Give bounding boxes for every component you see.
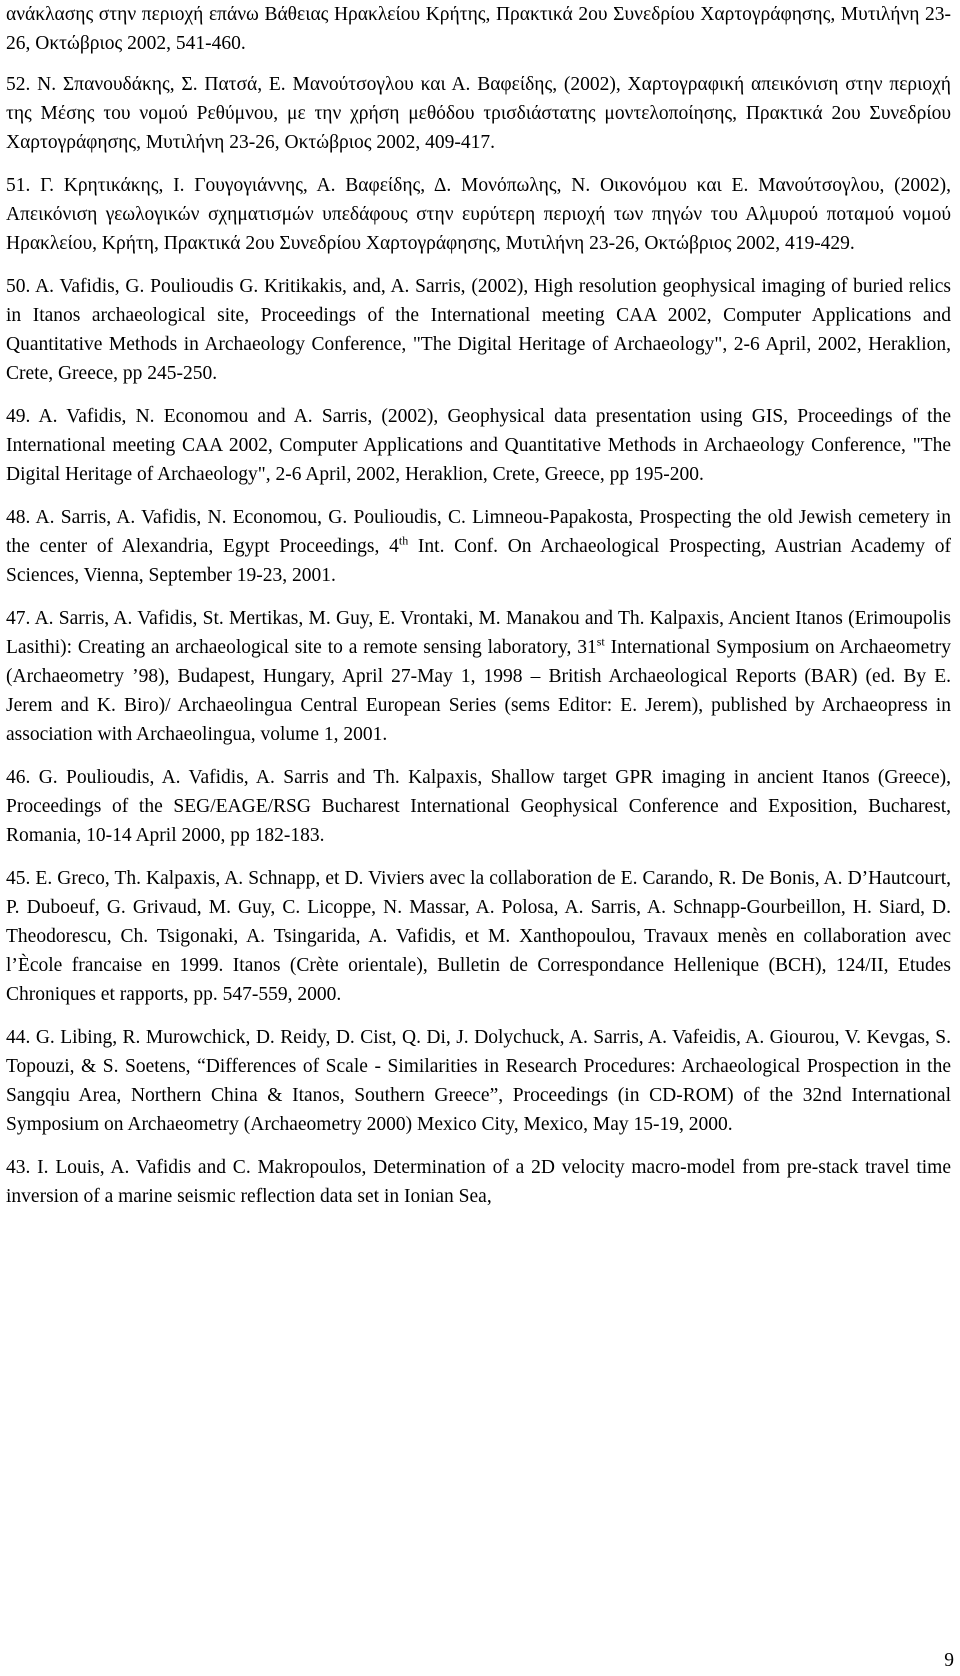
reference-text: 49. A. Vafidis, N. Economou and A. Sarris, (2002), Geophysical data presentation using GIS, Proceedings of the International meeting CAA 2002, Computer Applications and Quantitative Methods in Archaeology Conference, "The Digital Heritage of Archaeology", 2-6 April, 2002, Heraklion, Crete, Greece, pp 195-200. (6, 406, 951, 485)
reference-text: International Symposium on Archaeometry (Archaeometry ’98), Budapest, Hungary, April 27-May 1, 1998 – British Archaeological Reports (BAR) (ed. By E. Jerem and K. Biro)/ Archaeolingua Central European Series (sems Editor: E. Jerem), published by Archaeopress in association with Archaeolingua, volume 1, 2001. (6, 637, 951, 745)
reference-item-52 (6, 70, 951, 157)
reference-item-49 (6, 402, 951, 489)
reference-list (6, 0, 951, 1225)
reference-text: 47. A. Sarris, A. Vafidis, St. Mertikas, M. Guy, E. Vrontaki, M. Manakou and Th. Kalpaxis, Ancient Itanos (Erimoupolis Lasithi): Creating an archaeological site to a remote sensing laboratory, 31 (6, 608, 951, 658)
reference-item-50 (6, 272, 951, 388)
reference-text: 43. I. Louis, A. Vafidis and C. Makropoulos, Determination of a 2D velocity macro-model from pre-stack travel time inversion of a marine seismic reflection data set in Ionian Sea, (6, 1157, 951, 1207)
reference-item-43 (6, 1153, 951, 1211)
reference-item-46 (6, 763, 951, 850)
ordinal-superscript: st (596, 634, 605, 649)
ordinal-superscript: th (398, 533, 409, 548)
reference-item-44 (6, 1023, 951, 1139)
reference-text: 52. Ν. Σπανουδάκης, Σ. Πατσά, Ε. Μανούτσογλου και Α. Βαφείδης, (2002), Χαρτογραφική απεικόνιση στην περιοχή της Μέσης του νομού Ρεθύμνου, με την χρήση μεθόδου τρισδιάστατης μοντελοποίησης, Πρακτικά 2ου Συνεδρίου Χαρτογράφησης, Μυτιλήνη 23-26, Οκτώβριος 2002, 409-417. (6, 74, 951, 153)
reference-item-48 (6, 503, 951, 590)
reference-text: 48. A. Sarris, A. Vafidis, N. Economou, G. Poulioudis, C. Limneou-Papakosta, Prospecting the old Jewish cemetery in the center of Alexandria, Egypt Proceedings, 4 (6, 507, 951, 557)
reference-item-51 (6, 171, 951, 258)
reference-text: 50. A. Vafidis, G. Poulioudis G. Kritikakis, and, A. Sarris, (2002), High resolution geophysical imaging of buried relics in Itanos archaeological site, Proceedings of the International meeting CAA 2002, Computer Applications and Quantitative Methods in Archaeology Conference, "The Digital Heritage of Archaeology", 2-6 April, 2002, Heraklion, Crete, Greece, pp 245-250. (6, 276, 951, 384)
reference-item-47 (6, 604, 951, 749)
reference-item-45 (6, 864, 951, 1009)
reference-text: 44. G. Libing, R. Murowchick, D. Reidy, D. Cist, Q. Di, J. Dolychuck, A. Sarris, A. Vafeidis, A. Giourou, V. Kevgas, S. Topouzi, & S. Soetens, “Differences of Scale - Similarities in Research Procedures: Archaeological Prospection in the Sangqiu Area, Northern China & Itanos, Southern Greece”, Proceedings (in CD-ROM) of the 32nd International Symposium on Archaeometry (Archaeometry 2000) Mexico City, Mexico, May 15-19, 2000. (6, 1027, 951, 1135)
reference-text: Int. Conf. On Archaeological Prospecting, Austrian Academy of Sciences, Vienna, September 19-23, 2001. (6, 536, 952, 586)
reference-text: ανάκλασης στην περιοχή επάνω Βάθειας Ηρακλείου Κρήτης, Πρακτικά 2ου Συνεδρίου Χαρτογράφησης, Μυτιλήνη 23-26, Οκτώβριος 2002, 541-460. (6, 4, 951, 54)
reference-text: 45. E. Greco, Th. Kalpaxis, A. Schnapp, et D. Viviers avec la collaboration de E. Carando, R. De Bonis, A. D’Hautcourt, P. Duboeuf, G. Grivaud, M. Guy, C. Licoppe, N. Massar, A. Polosa, A. Sarris, A. Schnapp-Gourbeillon, H. Siard, D. Theodorescu, Ch. Tsigonaki, A. Tsingarida, A. Vafidis, et M. Xanthopoulou, Travaux menès en collaboration avec l’Ècole francaise en 1999. Itanos (Crète orientale), Bulletin de Correspondance Hellenique (BCH), 124/II, Etudes Chroniques et rapports, pp. 547-559, 2000. (6, 868, 951, 1005)
page-number: 9 (944, 1650, 954, 1671)
reference-text: 46. G. Poulioudis, A. Vafidis, A. Sarris and Th. Kalpaxis, Shallow target GPR imaging in ancient Itanos (Greece), Proceedings of the SEG/EAGE/RSG Bucharest International Geophysical Conference and Exposition, Bucharest, Romania, 10-14 April 2000, pp 182-183. (6, 767, 951, 846)
reference-item-continued (6, 0, 951, 58)
reference-text: 51. Γ. Κρητικάκης, Ι. Γουγογιάννης, Α. Βαφείδης, Δ. Μονόπωλης, Ν. Οικονόμου και Ε. Μανούτσογλου, (2002), Απεικόνιση γεωλογικών σχηματισμών υπεδάφους στην ευρύτερη περιοχή των πηγών του Αλμυρού ποταμού νομού Ηρακλείου, Κρήτη, Πρακτικά 2ου Συνεδρίου Χαρτογράφησης, Μυτιλήνη 23-26, Οκτώβριος 2002, 419-429. (6, 175, 951, 254)
